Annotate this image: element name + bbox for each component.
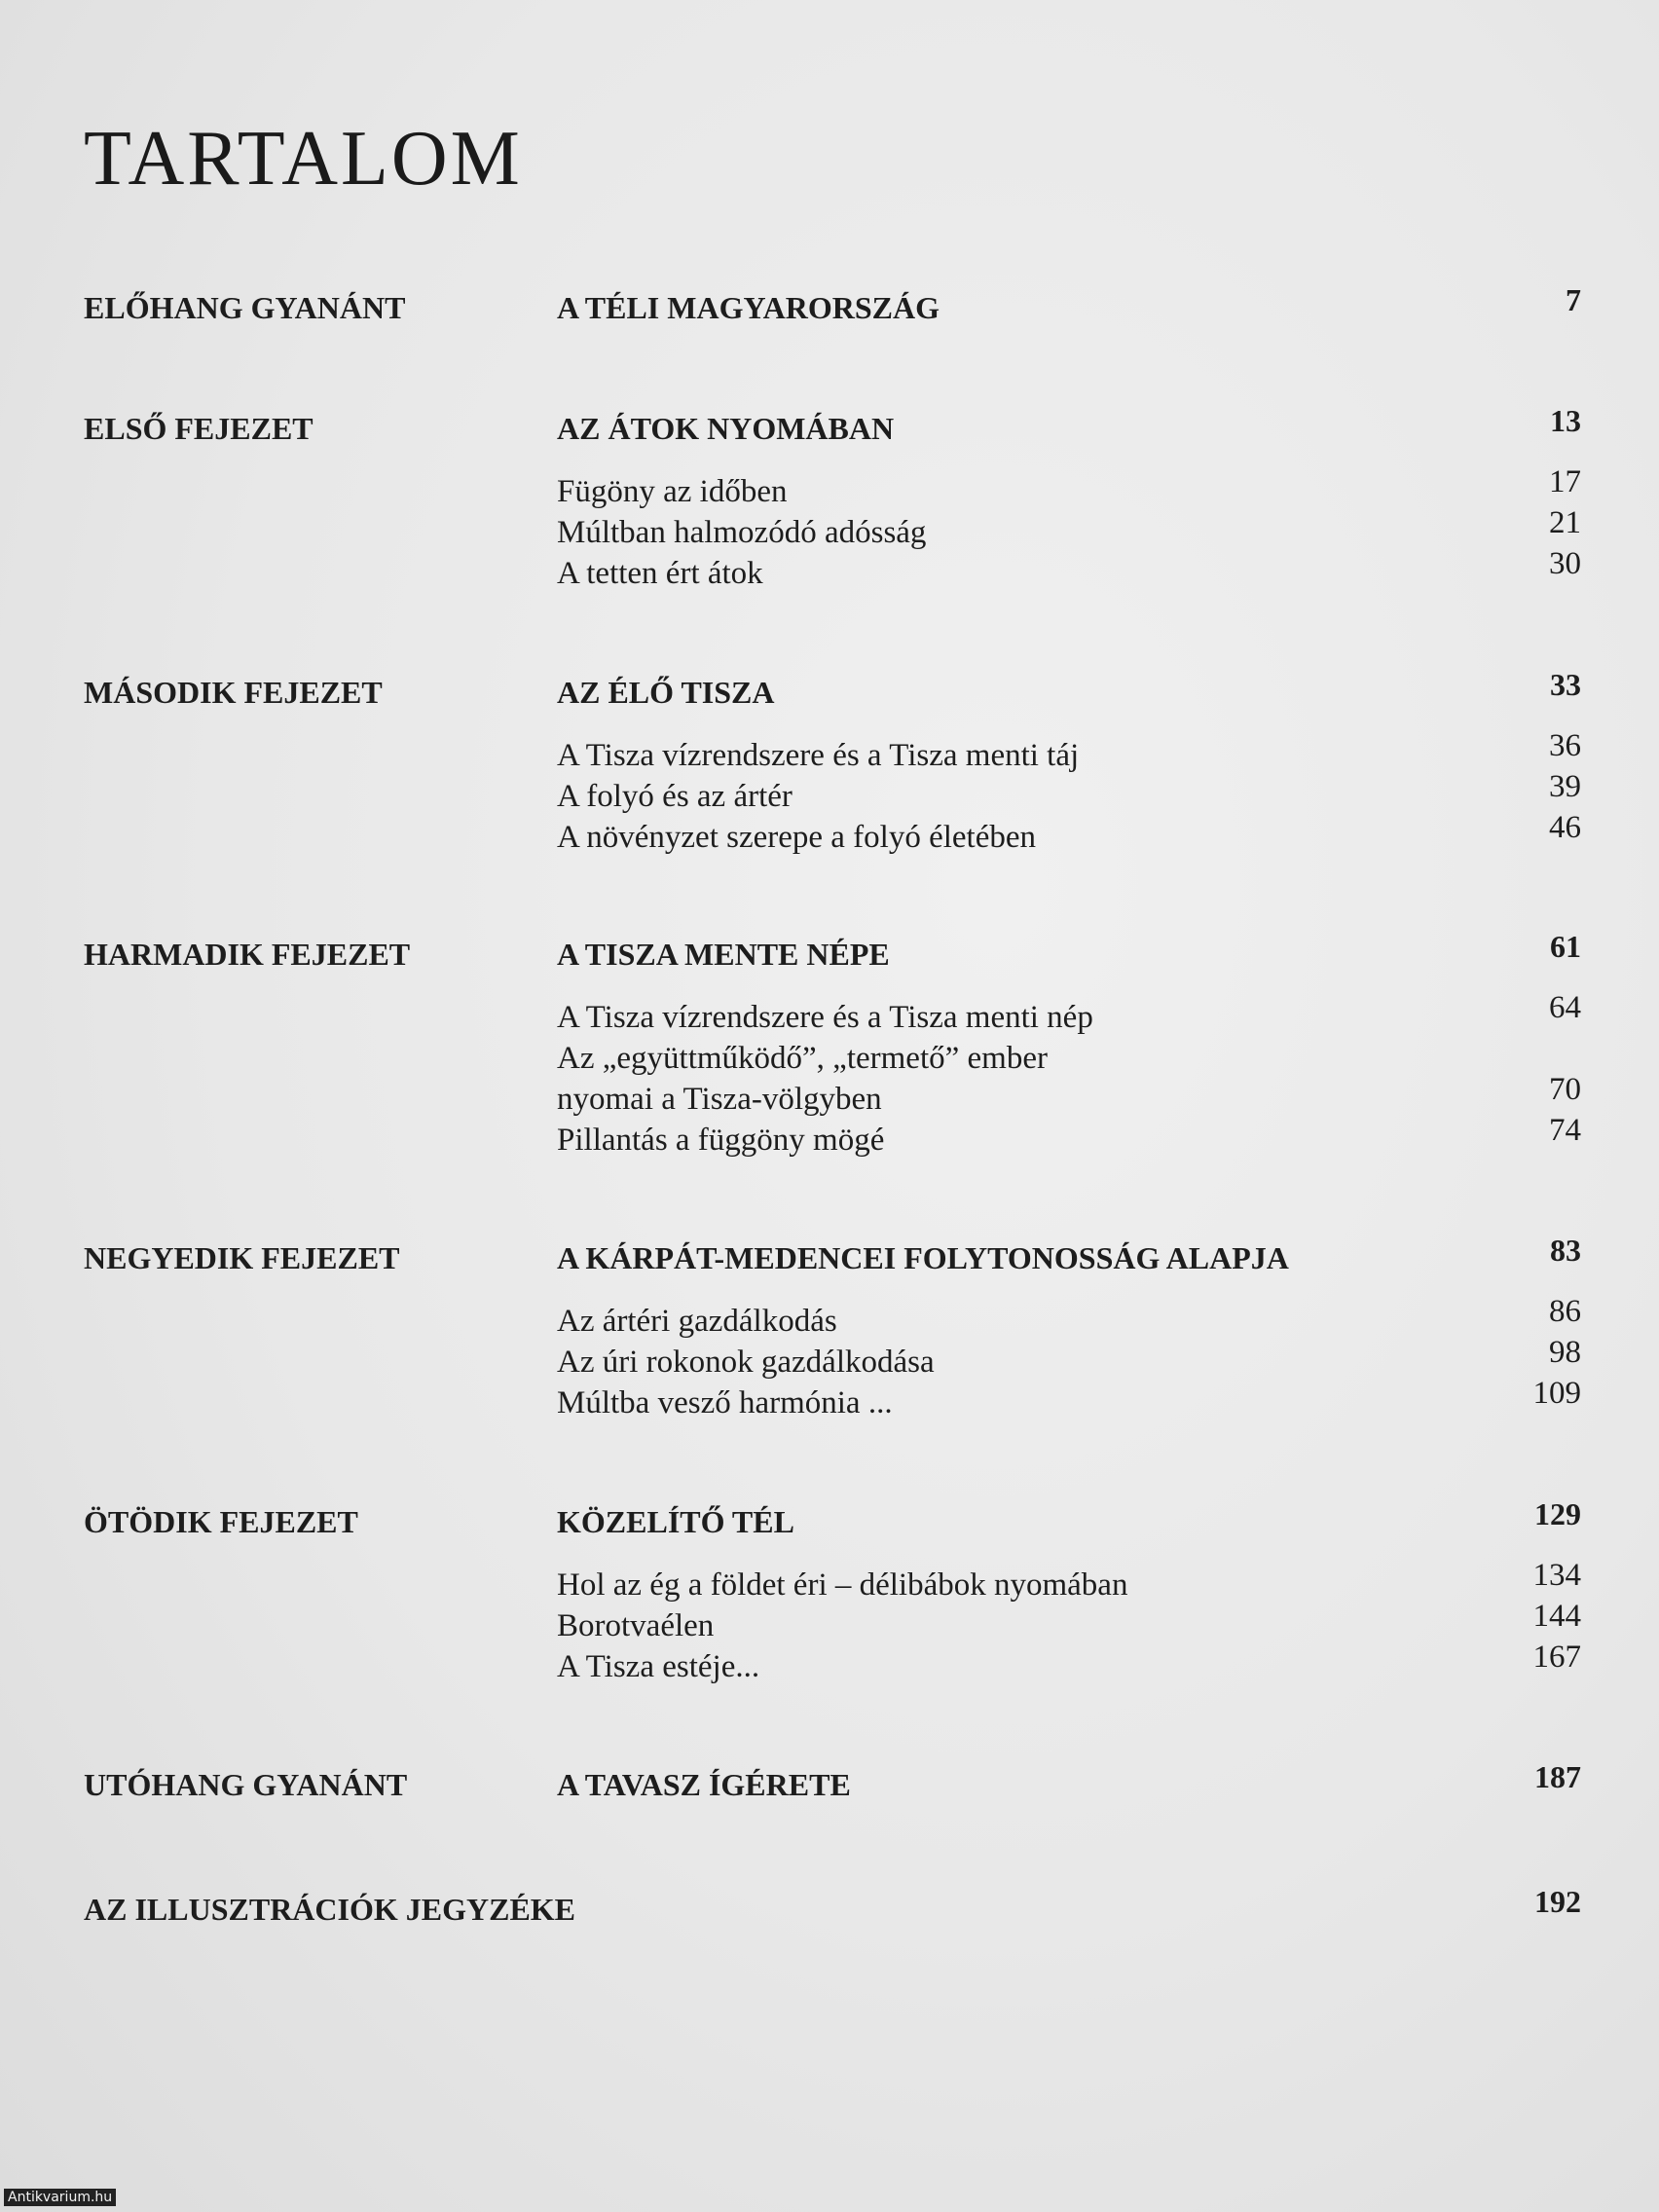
- entry-page-number: 36: [1549, 728, 1581, 763]
- entry-page-number: 109: [1532, 1376, 1581, 1411]
- toc-entry: [557, 546, 1581, 594]
- section-heading: A TAVASZ ÍGÉRETE: [557, 1767, 851, 1802]
- watermark: Antikvarium.hu: [4, 2189, 116, 2206]
- entry-list: [557, 464, 1581, 594]
- toc-entry: [557, 1294, 1581, 1342]
- entry-list: [557, 728, 1581, 858]
- toc-entry: [557, 1558, 1581, 1605]
- toc-entry: [557, 1640, 1581, 1687]
- toc-entry: [557, 1599, 1581, 1646]
- section-page-number: 13: [1550, 403, 1581, 438]
- entry-title: Borotvaélen: [557, 1608, 715, 1643]
- entry-title: Múltban halmozódó adósság: [557, 515, 927, 550]
- toc-entry: [557, 464, 1581, 512]
- entry-page-number: 98: [1549, 1335, 1581, 1370]
- entry-title: Hol az ég a földet éri – délibábok nyomában: [557, 1567, 1128, 1603]
- section-heading: KÖZELÍTŐ TÉL: [557, 1504, 794, 1539]
- entry-list: [557, 1558, 1581, 1687]
- entry-title: A folyó és az ártér: [557, 779, 793, 814]
- entry-page-number: 39: [1549, 769, 1581, 804]
- entry-title: nyomai a Tisza-völgyben: [557, 1082, 882, 1117]
- section-heading: A TISZA MENTE NÉPE: [557, 937, 890, 972]
- section-label: NEGYEDIK FEJEZET: [84, 1240, 400, 1275]
- section-page-number: 83: [1550, 1233, 1581, 1268]
- toc-entry: [557, 505, 1581, 553]
- section-page-number: 33: [1550, 667, 1581, 702]
- entry-title: A növényzet szerepe a folyó életében: [557, 820, 1037, 855]
- entry-page-number: 30: [1549, 546, 1581, 581]
- section-page-number: 61: [1550, 929, 1581, 964]
- toc-entry: [557, 990, 1581, 1038]
- section-page-number: 192: [1534, 1884, 1581, 1919]
- entry-page-number: 144: [1532, 1599, 1581, 1634]
- page-title: TARTALOM: [84, 116, 523, 202]
- toc-entry: [557, 1113, 1581, 1161]
- toc-entry: [557, 1335, 1581, 1382]
- section-label: MÁSODIK FEJEZET: [84, 675, 383, 710]
- entry-page-number: 17: [1549, 464, 1581, 499]
- entry-title: Pillantás a függöny mögé: [557, 1123, 885, 1158]
- toc-entry: [557, 728, 1581, 776]
- entry-title: A Tisza vízrendszere és a Tisza menti nép: [557, 1000, 1093, 1035]
- toc-entry: [557, 1038, 1581, 1079]
- entry-page-number: 86: [1549, 1294, 1581, 1329]
- entry-page-number: 21: [1549, 505, 1581, 540]
- toc-entry: [557, 810, 1581, 858]
- section-heading: AZ ÁTOK NYOMÁBAN: [557, 411, 895, 446]
- toc-entry: [557, 769, 1581, 817]
- toc-entry: [557, 1072, 1581, 1120]
- entry-list: [557, 1294, 1581, 1423]
- section-label: ELŐHANG GYANÁNT: [84, 290, 406, 325]
- section-page-number: 7: [1566, 282, 1581, 317]
- section-label: AZ ILLUSZTRÁCIÓK JEGYZÉKE: [84, 1892, 576, 1927]
- section-heading: AZ ÉLŐ TISZA: [557, 675, 775, 710]
- entry-page-number: 167: [1532, 1640, 1581, 1675]
- entry-title: A Tisza vízrendszere és a Tisza menti táj: [557, 738, 1080, 773]
- section-label: UTÓHANG GYANÁNT: [84, 1767, 408, 1802]
- entry-page-number: 134: [1532, 1558, 1581, 1593]
- section-heading: A KÁRPÁT-MEDENCEI FOLYTONOSSÁG ALAPJA: [557, 1240, 1289, 1275]
- section-label: HARMADIK FEJEZET: [84, 937, 411, 972]
- entry-title: A Tisza estéje...: [557, 1649, 760, 1684]
- entry-page-number: 46: [1549, 810, 1581, 845]
- section-page-number: 129: [1534, 1496, 1581, 1531]
- toc-entry: [557, 1376, 1581, 1423]
- section-label: ÖTÖDIK FEJEZET: [84, 1504, 358, 1539]
- entry-list: [557, 990, 1581, 1161]
- entry-title: Az „együttműködő”, „termető” ember: [557, 1041, 1048, 1076]
- entry-title: Fügöny az időben: [557, 474, 788, 509]
- entry-page-number: 70: [1549, 1072, 1581, 1107]
- entry-title: Múltba vesző harmónia ...: [557, 1385, 893, 1420]
- entry-title: A tetten ért átok: [557, 556, 763, 591]
- entry-title: Az ártéri gazdálkodás: [557, 1304, 837, 1339]
- section-page-number: 187: [1534, 1759, 1581, 1794]
- entry-page-number: 74: [1549, 1113, 1581, 1148]
- entry-page-number: 64: [1549, 990, 1581, 1025]
- entry-title: Az úri rokonok gazdálkodása: [557, 1345, 935, 1380]
- section-label: ELSŐ FEJEZET: [84, 411, 313, 446]
- section-heading: A TÉLI MAGYARORSZÁG: [557, 290, 940, 325]
